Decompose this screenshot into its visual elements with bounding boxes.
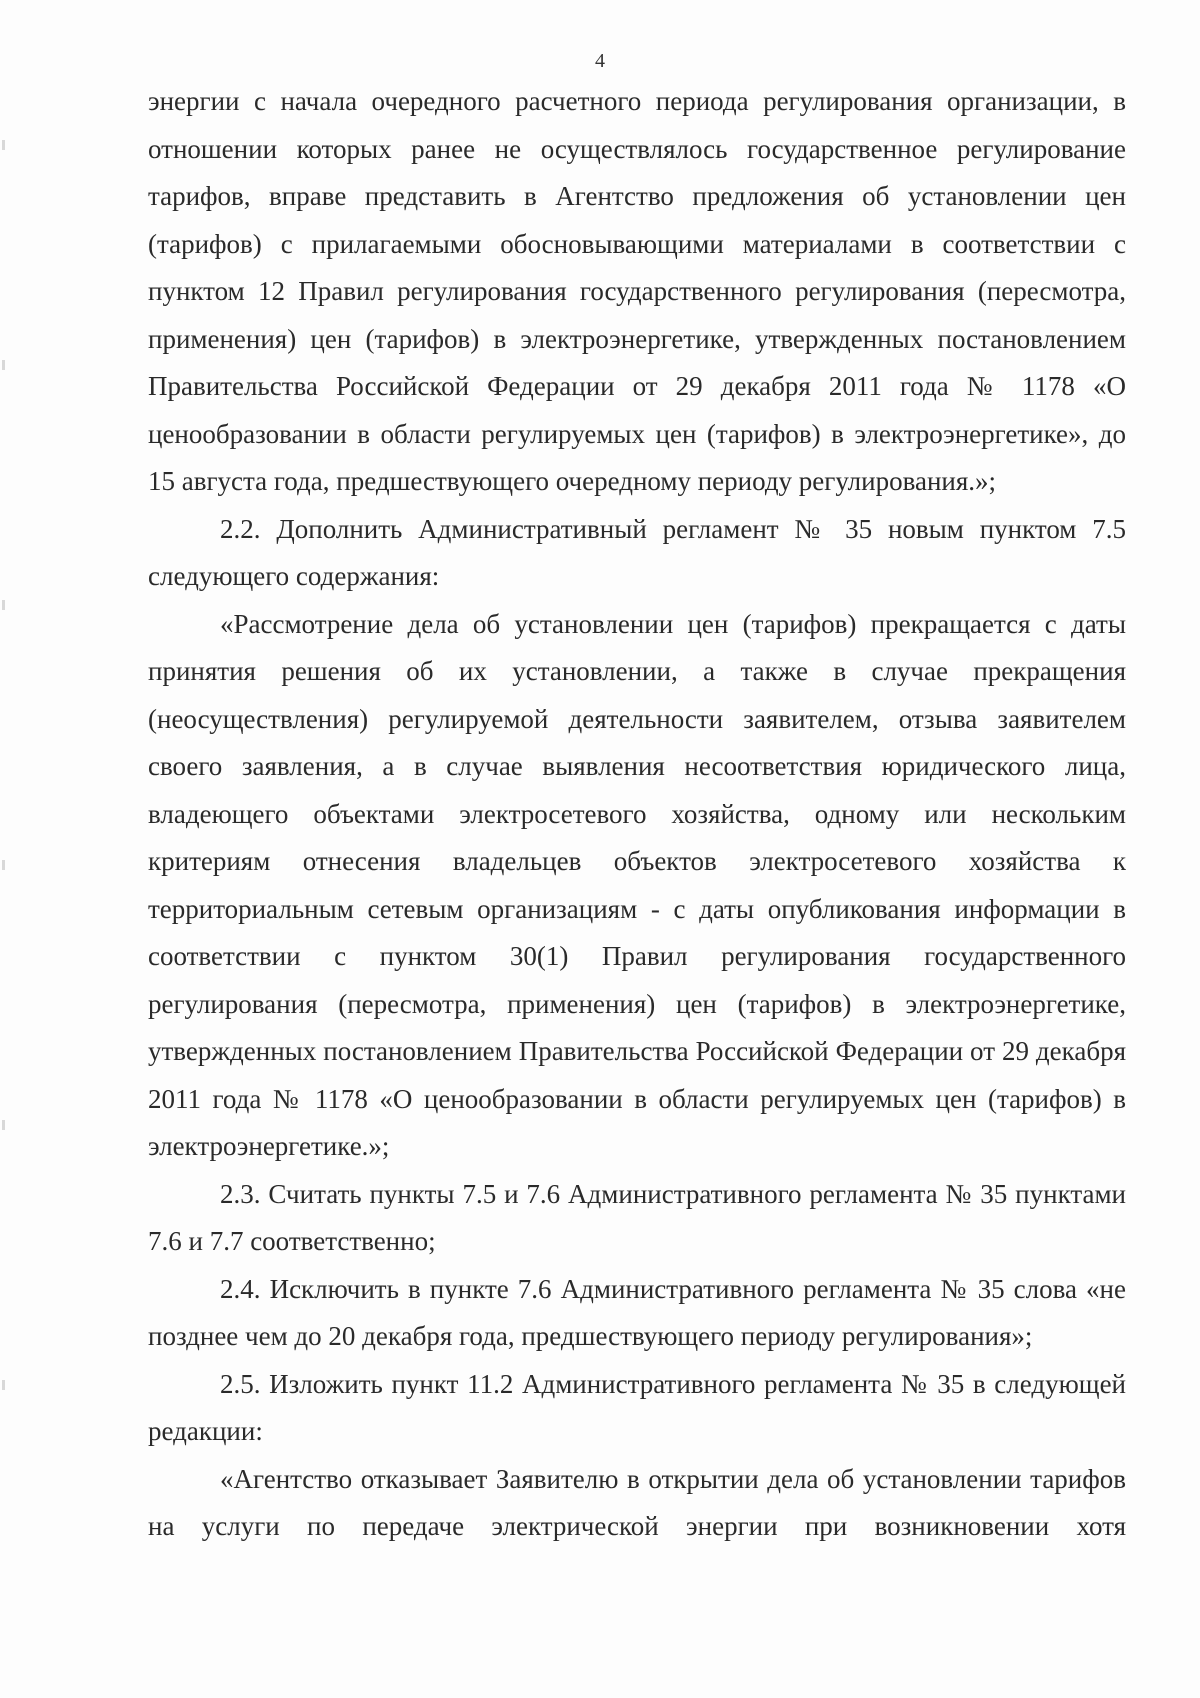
page-number: 4 xyxy=(595,50,605,72)
paragraph-continuation: энергии с начала очередного расчетного периода регулирования организации, в отношении которых ранее не осуществлялось государственное регулирование тарифов, вправе представить в Агентство предложения об установлении цен (тарифов) с прилагаемыми обосновывающими материалами в соответствии с пунктом 12 Правил регулирования государственного регулирования (пересмотра, применения) цен (тарифов) в электроэнергетике, утвержденных постановлением Правительства Российской Федерации от 29 декабря 2011 года № 1178 «О ценообразовании в области регулируемых цен (тарифов) в электроэнергетике», до 15 августа года, предшествующего очередному периоду регулирования.»; xyxy=(148,86,1126,496)
paragraph-item-2-2: 2.2. Дополнить Административный регламент № 35 новым пунктом 7.5 следующего содержания: xyxy=(148,513,1126,591)
paragraph-item-2-4: 2.4. Исключить в пункте 7.6 Административного регламента № 35 слова «не позднее чем до 20 декабря года, предшествующего периоду регулирования»; xyxy=(148,1273,1126,1351)
paragraph-item-2-3: 2.3. Считать пункты 7.5 и 7.6 Административного регламента № 35 пунктами 7.6 и 7.7 соответственно; xyxy=(148,1178,1126,1256)
paragraph-item-2-5: 2.5. Изложить пункт 11.2 Административного регламента № 35 в следующей редакции: xyxy=(148,1368,1126,1446)
document-body xyxy=(148,78,1126,1551)
paragraph-quoted-clause-11-2: «Агентство отказывает Заявителю в открытии дела об установлении тарифов на услуги по передаче электрической энергии при возникновении хотя xyxy=(148,1463,1126,1541)
paragraph-quoted-clause-7-5: «Рассмотрение дела об установлении цен (тарифов) прекращается с даты принятия решения об их установлении, а также в случае прекращения (неосуществления) регулируемой деятельности заявителем, отзыва заявителем своего заявления, а в случае выявления несоответствия юридического лица, владеющего объектами электросетевого хозяйства, одному или нескольким критериям отнесения владельцев объектов электросетевого хозяйства к территориальным сетевым организациям - с даты опубликования информации в соответствии с пунктом 30(1) Правил регулирования государственного регулирования (пересмотра, применения) цен (тарифов) в электроэнергетике, утвержденных постановлением Правительства Российской Федерации от 29 декабря 2011 года № 1178 «О ценообразовании в области регулируемых цен (тарифов) в электроэнергетике.»; xyxy=(148,608,1126,1161)
scan-margin-marks xyxy=(2,0,6,1698)
